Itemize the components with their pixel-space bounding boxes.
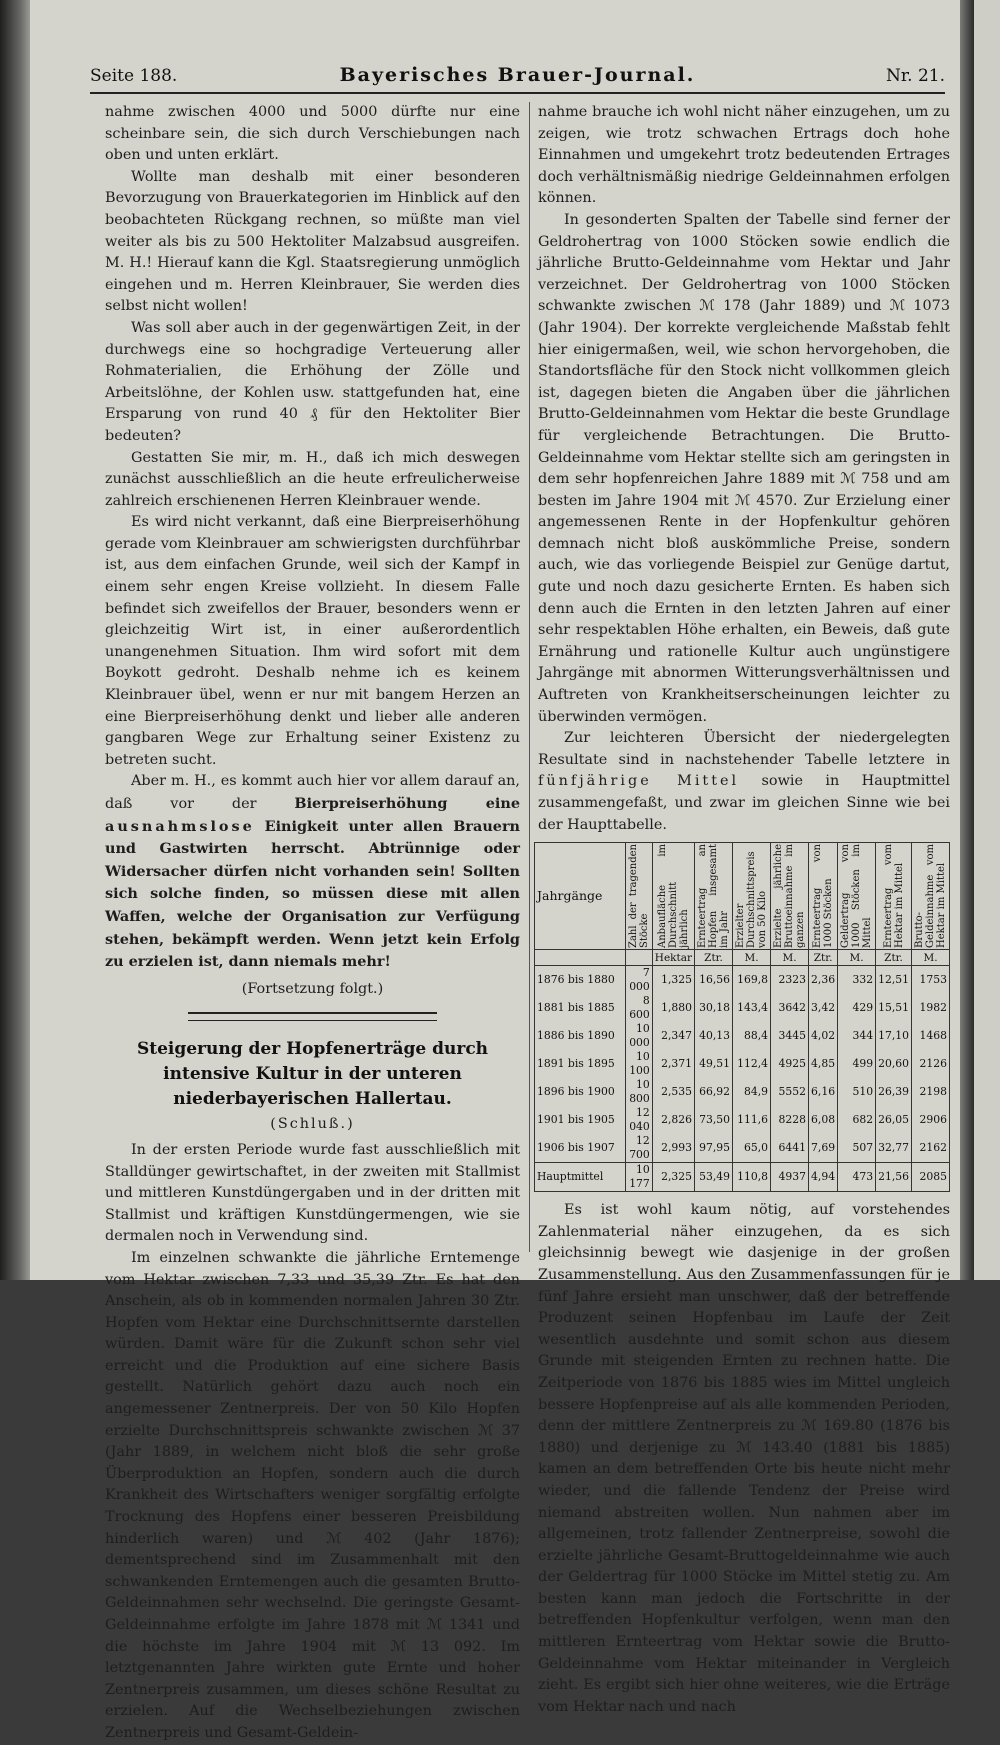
table-cell: 510 bbox=[838, 1078, 876, 1106]
emphasis-spaced: ausnahmslose bbox=[105, 817, 255, 835]
table-cell: 1876 bis 1880 bbox=[535, 966, 626, 995]
table-cell: 8228 bbox=[771, 1106, 809, 1134]
table-intro-spaced: fünfjährige Mittel bbox=[538, 773, 740, 790]
table-cell: 112,4 bbox=[733, 1050, 771, 1078]
table-cell: 2,993 bbox=[652, 1134, 694, 1163]
paragraph: In der ersten Periode wurde fast ausschließlich mit Stalldünger gewirtschaftet, in der zweiten mit Stallmist und mittleren Kunstdüngergaben und in der dritten mit Stallmist und kräftigen Kunstdüngermengen, wie sie dermalen noch in Verwendung sind. bbox=[105, 1141, 520, 1245]
table-cell: 1906 bis 1907 bbox=[535, 1134, 626, 1163]
unit-cell: Ztr. bbox=[695, 950, 733, 966]
table-cell: 3445 bbox=[771, 1022, 809, 1050]
table-cell: 143,4 bbox=[733, 994, 771, 1022]
table-cell: 10 800 bbox=[625, 1078, 652, 1106]
unit-cell: Ztr. bbox=[876, 950, 912, 966]
table-cell: 2162 bbox=[912, 1134, 950, 1163]
table-cell: Hauptmittel bbox=[535, 1163, 626, 1192]
table-cell: 2198 bbox=[912, 1078, 950, 1106]
table-cell: 2,371 bbox=[652, 1050, 694, 1078]
unit-cell bbox=[535, 950, 626, 966]
table-cell: 12,51 bbox=[876, 966, 912, 995]
table-cell: 66,92 bbox=[695, 1078, 733, 1106]
table-cell: 16,56 bbox=[695, 966, 733, 995]
page-number: Seite 188. bbox=[90, 66, 178, 86]
table-cell: 507 bbox=[838, 1134, 876, 1163]
table-cell: 1901 bis 1905 bbox=[535, 1106, 626, 1134]
continued-note: (Fortsetzung folgt.) bbox=[241, 980, 384, 997]
table-cell: 3,42 bbox=[809, 994, 838, 1022]
table-cell: 4937 bbox=[771, 1163, 809, 1192]
paragraph: In gesonderten Spalten der Tabelle sind ferner der Geldrohertrag von 1000 Stöcken sowie endlich die jährliche Brutto-Geldeinnahme vom Hektar und Jahr verzeichnet. Der Geldrohertrag von 1000 Stöcken schwankte zwischen ℳ 178 (Jahr 1889) und ℳ 1073 (Jahr 1904). Der korrekte vergleichende Maßstab fehlt hier einigermaßen, weil, wie schon hervorgehoben, die Standortsfläche für den Stock nicht vollkommen gleich ist, dagegen bieten die Angaben über die jährlichen Brutto-Geldeinnahmen vom Hektar die beste Grundlage für vergleichende Betrachtungen. Die Brutto-Geldeinnahme vom Hektar stellte sich am geringsten in dem sehr hopfenreichen Jahre 1889 mit ℳ 758 und am besten im Jahre 1904 mit ℳ 4570. Zur Erzielung einer angemessenen Rente in der Hopfenkultur gehören demnach nicht bloß auskömmliche Preise, sondern auch, wie das vorliegende Beispiel zur Genüge dartut, gute und noch dazu gesicherte Ernten. Es haben sich denn auch die Ernten in den letzten Jahren auf einer sehr respektablen Höhe erhalten, ein Beweis, daß gute Ernährung und rationelle Kultur auch ungünstigere Jahrgänge mit abnormen Witterungsverhältnissen und Auftreten von Krankheitserscheinungen leichter zu überwinden vermögen. bbox=[538, 211, 950, 725]
table-intro-tail: sowie in Hauptmittel zusammengefaßt, und zwar im gleichen Sinne wie bei der Haupttabelle. bbox=[538, 773, 950, 833]
table-cell: 53,49 bbox=[695, 1163, 733, 1192]
unit-cell: Ztr. bbox=[809, 950, 838, 966]
table-cell: 344 bbox=[838, 1022, 876, 1050]
table-cell: 88,4 bbox=[733, 1022, 771, 1050]
left-column bbox=[105, 102, 520, 1745]
header-cell: Anbaufläche im Durchschnitt jährlich bbox=[652, 843, 694, 950]
table-cell: 4925 bbox=[771, 1050, 809, 1078]
table-cell: 110,8 bbox=[733, 1163, 771, 1192]
table-row bbox=[535, 1078, 950, 1106]
unit-cell: M. bbox=[771, 950, 809, 966]
header-jahrgaenge: Jahrgänge bbox=[535, 843, 626, 950]
table-cell: 3642 bbox=[771, 994, 809, 1022]
table-cell: 97,95 bbox=[695, 1134, 733, 1163]
header-cell: Ernteertrag vom Hektar im Mittel bbox=[876, 843, 912, 950]
table-cell: 682 bbox=[838, 1106, 876, 1134]
table-cell: 84,9 bbox=[733, 1078, 771, 1106]
header-cell: Geldertrag von 1000 Stöcken im Mittel bbox=[838, 843, 876, 950]
paragraph: Was soll aber auch in der gegenwärtigen Zeit, in der durchwegs eine so hochgradige Verteuerung aller Rohmaterialien, die Erhöhung der Zölle und Arbeitslöhne, der Kohlen usw. stattgefunden hat, eine Ersparung von rund 40 ₰ für den Hektoliter Bier bedeuten? bbox=[105, 319, 520, 444]
table-cell: 12 040 bbox=[625, 1106, 652, 1134]
table-cell: 1982 bbox=[912, 994, 950, 1022]
table-cell: 8 600 bbox=[625, 994, 652, 1022]
table-cell: 2,325 bbox=[652, 1163, 694, 1192]
table-cell: 499 bbox=[838, 1050, 876, 1078]
issue-number: Nr. 21. bbox=[886, 66, 945, 86]
emphasis-bold: Einigkeit unter allen Brauern und Gastwirten herrscht. Abtrünnige oder Widersacher dürfen nicht vorhanden sein! Sollten sich solche finden, so müssen diese mit allen Waffen, welche der Organisation zur Verfügung stehen, bekämpft werden. Wenn jetzt kein Erfolg zu erzielen ist, dann niemals mehr! bbox=[105, 817, 520, 971]
column-divider bbox=[529, 102, 530, 1252]
table-cell: 32,77 bbox=[876, 1134, 912, 1163]
table-summary-row bbox=[535, 1163, 950, 1192]
paragraph: Gestatten Sie mir, m. H., daß ich mich deswegen zunächst ausschließlich an die heute erfreulicherweise zahlreich erschienenen Herren Kleinbrauer wende. bbox=[105, 449, 520, 509]
table-cell: 12 700 bbox=[625, 1134, 652, 1163]
table-cell: 15,51 bbox=[876, 994, 912, 1022]
table-cell: 20,60 bbox=[876, 1050, 912, 1078]
table-cell: 6,08 bbox=[809, 1106, 838, 1134]
adjacent-page-edge bbox=[974, 0, 1000, 1280]
table-cell: 4,85 bbox=[809, 1050, 838, 1078]
table-cell: 1753 bbox=[912, 966, 950, 995]
table-cell: 26,05 bbox=[876, 1106, 912, 1134]
paragraph: Im einzelnen schwankte die jährliche Erntemenge vom Hektar zwischen 7,33 und 35,39 Ztr. Es hat den Anschein, als ob in kommenden normalen Jahren 30 Ztr. Hopfen vom Hektar eine Durchschnittsernte darstellen würden. Damit wäre für die Zukunft schon sehr viel erreicht und die Produktion auf eine sichere Basis gestellt. Natürlich gehört dazu auch noch ein angemessener Zentnerpreis. Der von 50 Kilo Hopfen erzielte Durchschnittspreis schwankte zwischen ℳ 37 (Jahr 1889, in welchem nicht bloß die sehr große Überproduktion an Hopfen, sondern auch die durch Krankheit des Wirtschafters weniger sorgfältig erfolgte Trocknung des Hopfens einer besseren Preisbildung hinderlich waren) und ℳ 402 (Jahr 1876); dementsprechend sind im Zusammenhalt mit den schwankenden Erntemengen auch die gesamten Brutto-Geldeinnahmen sehr wechselnd. Die geringste Gesamt-Geldeinnahme erfolgte im Jahre 1878 mit ℳ 1341 und die höchste im Jahre 1904 mit ℳ 13 092. Im letztgenannten Jahre wirkten gute Ernte und hoher Zentnerpreis zusammen, um dieses schöne Resultat zu erzielen. Auf die Wechselbeziehungen zwischen Zentnerpreis und Gesamt-Geldein- bbox=[105, 1249, 520, 1741]
emphasis-bold: Bierpreiserhöhung eine bbox=[294, 795, 520, 812]
table-cell: 6441 bbox=[771, 1134, 809, 1163]
page-edge-shadow bbox=[960, 0, 974, 1280]
table-cell: 1,880 bbox=[652, 994, 694, 1022]
table-cell: 2126 bbox=[912, 1050, 950, 1078]
table-cell: 1881 bis 1885 bbox=[535, 994, 626, 1022]
table-cell: 1891 bis 1895 bbox=[535, 1050, 626, 1078]
table-intro-lead: Zur leichteren Übersicht der niedergelegten Resultate sind in nachstehender Tabelle letztere in bbox=[538, 730, 950, 768]
table-cell: 1,325 bbox=[652, 966, 694, 995]
unit-cell bbox=[625, 950, 652, 966]
table-units-row bbox=[535, 950, 950, 966]
header-cell: Brutto-Geldeinnahme vom Hektar im Mittel bbox=[912, 843, 950, 950]
table-cell: 2,535 bbox=[652, 1078, 694, 1106]
table-cell: 10 000 bbox=[625, 1022, 652, 1050]
table-row bbox=[535, 1134, 950, 1163]
table-cell: 332 bbox=[838, 966, 876, 995]
article-subtitle: (Schluß.) bbox=[270, 1116, 355, 1133]
table-cell: 21,56 bbox=[876, 1163, 912, 1192]
table-cell: 26,39 bbox=[876, 1078, 912, 1106]
table-row bbox=[535, 994, 950, 1022]
table-cell: 40,13 bbox=[695, 1022, 733, 1050]
table-cell: 1896 bis 1900 bbox=[535, 1078, 626, 1106]
header-cell: Ernteertrag an Hopfen insgesamt im Jahr bbox=[695, 843, 733, 950]
table-cell: 1886 bis 1890 bbox=[535, 1022, 626, 1050]
table-row bbox=[535, 966, 950, 995]
table-cell: 2085 bbox=[912, 1163, 950, 1192]
table-cell: 7 000 bbox=[625, 966, 652, 995]
table-row bbox=[535, 1106, 950, 1134]
book-binding bbox=[0, 0, 30, 1280]
paragraph: nahme zwischen 4000 und 5000 dürfte nur eine scheinbare sein, die sich durch Verschiebungen nach oben und unten erklärt. bbox=[105, 104, 520, 164]
table-cell: 4,02 bbox=[809, 1022, 838, 1050]
paragraph: Wollte man deshalb mit einer besonderen Bevorzugung von Brauerkategorien im Hinblick auf den beobachteten Rückgang rechnen, so müßte man viel weiter als bis zu 500 Hektoliter Malzabsud ausgreifen. M. H.! Hierauf kann die Kgl. Staatsregierung unmöglich eingehen und m. Herren Kleinbrauer, Sie werden dies selbst nicht wollen! bbox=[105, 168, 520, 315]
paragraph: Es ist wohl kaum nötig, auf vorstehendes Zahlenmaterial näher einzugehen, da es sich gleichsinnig bewegt wie dasjenige in der großen Zusammenstellung. Aus den Zusammenfassungen für je fünf Jahre ersieht man unschwer, daß der betreffende Produzent seinen Hopfenbau im Laufe der Zeit wesentlich ausdehnte und somit schon aus diesem Grunde mit steigenden Ernten zu rechnen hatte. Die Zeitperiode von 1876 bis 1885 wies im Mittel ungleich bessere Hopfenpreise auf als alle kommenden Perioden, denn der mittlere Zentnerpreis zu ℳ 169.80 (1876 bis 1880) und derjenige zu ℳ 143.40 (1881 bis 1885) kamen an dem betreffenden Orte bis heute nicht mehr wieder, und die fallende Tendenz der Preise wird niemand abstreiten wollen. Nun nahmen aber im allgemeinen, trotz fallender Zentnerpreise, sowohl die erzielte jährliche Gesamt-Bruttogeldeinnahme wie auch der Geldertrag für 1000 Stöcke im Mittel stetig zu. Am besten kann man jedoch die Fortschritte in der betreffenden Hopfenkultur verfolgen, wenn man den mittleren Ernteertrag vom Hektar sowie die Brutto-Geldeinnahme vom Hektar miteinander in Vergleich zieht. Es ergibt sich hier ohne weiteres, wie die Erträge vom Hektar nach und nach bbox=[538, 1202, 950, 1715]
table-cell: 1468 bbox=[912, 1022, 950, 1050]
table-cell: 4,94 bbox=[809, 1163, 838, 1192]
paragraph bbox=[538, 728, 950, 836]
paragraph: nahme brauche ich wohl nicht näher einzugehen, um zu zeigen, wie trotz schwachen Ertrags doch hohe Einnahmen und umgekehrt trotz bedeutenden Ertrages doch verhältnismäßig niedrige Geldeinnahmen erfolgen können. bbox=[538, 104, 950, 207]
table-cell: 73,50 bbox=[695, 1106, 733, 1134]
table-cell: 6,16 bbox=[809, 1078, 838, 1106]
table-cell: 2,347 bbox=[652, 1022, 694, 1050]
emphasis-lead: Aber m. H., es kommt auch hier vor allem darauf an, daß vor der bbox=[105, 773, 520, 812]
table-cell: 30,18 bbox=[695, 994, 733, 1022]
table-cell: 473 bbox=[838, 1163, 876, 1192]
table-header-row bbox=[535, 843, 950, 950]
emphasis-paragraph bbox=[105, 771, 520, 973]
page-header bbox=[90, 66, 945, 94]
table-cell: 111,6 bbox=[733, 1106, 771, 1134]
article-title: Steigerung der Hopfenerträge durch intensive Kultur in der unteren niederbayerischen Hallertau. bbox=[136, 1039, 489, 1110]
section-rule bbox=[188, 1012, 437, 1021]
header-cell: Ernteertrag von 1000 Stöcken bbox=[809, 843, 838, 950]
table-cell: 169,8 bbox=[733, 966, 771, 995]
table-cell: 2906 bbox=[912, 1106, 950, 1134]
table-cell: 2323 bbox=[771, 966, 809, 995]
table-cell: 5552 bbox=[771, 1078, 809, 1106]
table-cell: 65,0 bbox=[733, 1134, 771, 1163]
table-row bbox=[535, 1050, 950, 1078]
table-cell: 10 177 bbox=[625, 1163, 652, 1192]
table-cell: 2,826 bbox=[652, 1106, 694, 1134]
table-cell: 2,36 bbox=[809, 966, 838, 995]
unit-cell: M. bbox=[733, 950, 771, 966]
table-cell: 49,51 bbox=[695, 1050, 733, 1078]
header-cell: Zahl der tragenden Stöcke bbox=[625, 843, 652, 950]
journal-title: Bayerisches Brauer-Journal. bbox=[339, 64, 696, 86]
table-cell: 17,10 bbox=[876, 1022, 912, 1050]
table-cell: 429 bbox=[838, 994, 876, 1022]
header-cell: Erzielter Durchschnittspreis von 50 Kilo bbox=[733, 843, 771, 950]
unit-cell: M. bbox=[838, 950, 876, 966]
yield-table-wrapper bbox=[534, 842, 950, 1192]
unit-cell: M. bbox=[912, 950, 950, 966]
table-cell: 10 100 bbox=[625, 1050, 652, 1078]
yield-table bbox=[534, 842, 950, 1192]
table-row bbox=[535, 1022, 950, 1050]
right-column bbox=[538, 102, 950, 1718]
table-cell: 7,69 bbox=[809, 1134, 838, 1163]
paragraph: Es wird nicht verkannt, daß eine Bierpreiserhöhung gerade vom Kleinbrauer am schwierigsten durchführbar ist, aus dem einfachen Grunde, weil sich der Kampf in einem sehr engen Kreise vollzieht. In diesem Falle befindet sich zweifellos der Brauer, besonders wenn er gleichzeitig Wirt ist, in einer außerordentlich unangenehmen Situation. Ihm wird sofort mit dem Boykott gedroht. Deshalb nehme ich es keinem Kleinbrauer übel, wenn er nur mit bangem Herzen an eine Bierpreiserhöhung denkt und lieber alle anderen gangbaren Wege zur Erhaltung seiner Existenz zu betreten sucht. bbox=[105, 514, 520, 768]
unit-cell: Hektar bbox=[652, 950, 694, 966]
header-cell: Erzielte jährliche Bruttoeinnahme im ganzen bbox=[771, 843, 809, 950]
